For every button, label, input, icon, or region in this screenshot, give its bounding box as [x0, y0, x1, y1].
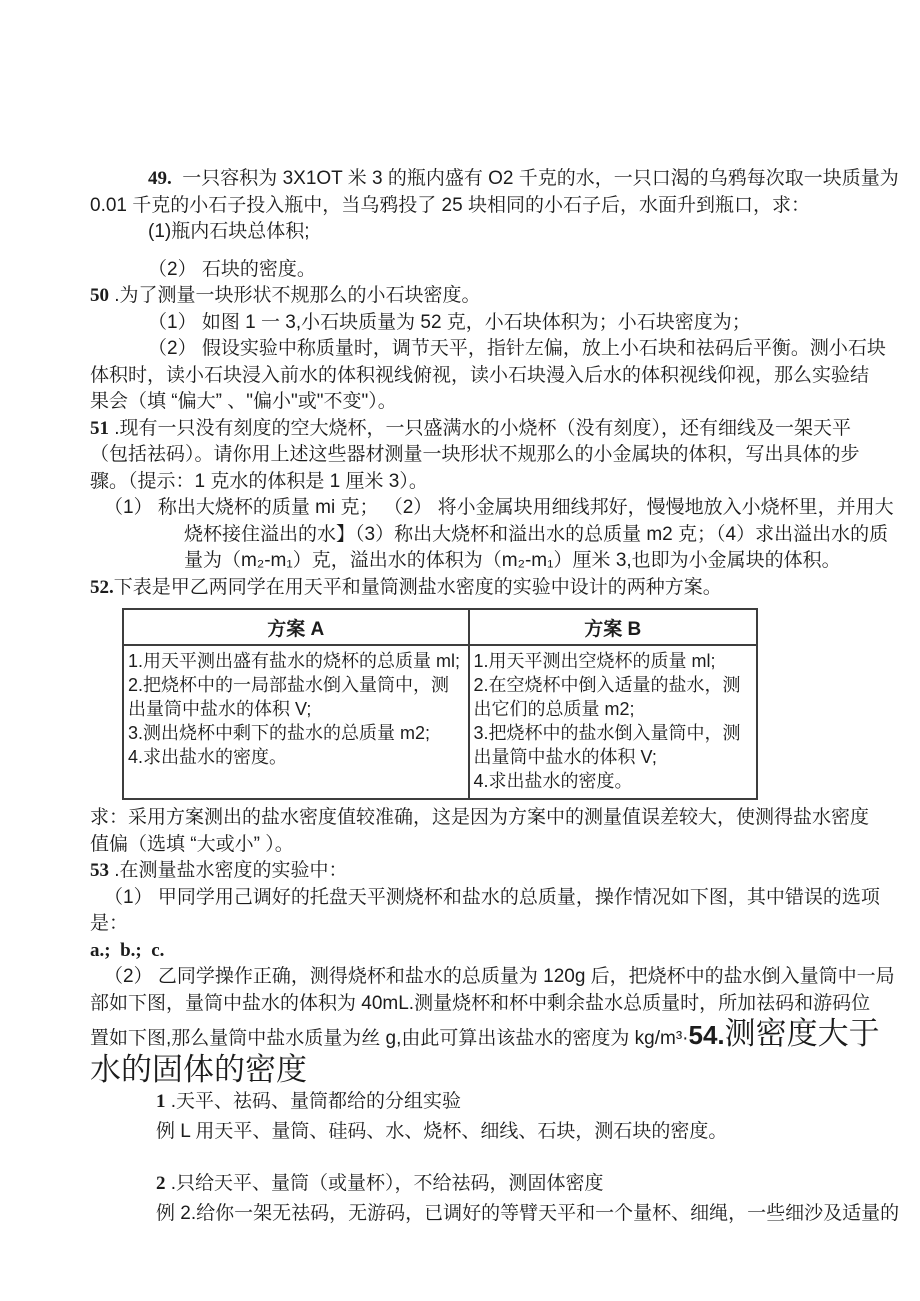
- q53-part-1-line-1: （1） 甲同学用己调好的托盘天平测烧杯和盐水的总质量，操作情况如下图，其中错误的选项: [104, 886, 880, 908]
- plan-b-step-3: 3.把烧杯中的盐水倒入量筒中，测出量筒中盐水的体积 V;: [473, 723, 741, 767]
- plan-comparison-table: [122, 608, 758, 800]
- document-body: [90, 166, 900, 1229]
- q49-line-1-text: 一只容积为 3X1OT 米 3 的瓶内盛有 O2 千克的水，一只口渴的乌鸦每次取一块质量为: [171, 168, 899, 189]
- section-54: [90, 1087, 900, 1229]
- q51-line-2: （包括祛码）。请你用上述这些器材测量一块形状不规那么的小金属块的体积，写出具体的步: [90, 444, 860, 465]
- plan-a-step-4: 4.求出盐水的密度。: [128, 747, 288, 767]
- q51-step-line-3: 量为（m₂-m₁）克，溢出水的体积为（m₂-m₁）厘米 3,也即为小金属块的体积。: [184, 550, 841, 571]
- q52-number: 52.: [90, 576, 114, 598]
- q52-intro-text: 下表是甲乙两同学在用天平和量筒测盐水密度的实验中设计的两种方案。: [113, 576, 722, 598]
- q50-line-1: [90, 283, 796, 310]
- plan-b-step-2: 2.在空烧杯中倒入适量的盐水，测出它们的总质量 m2;: [473, 675, 741, 719]
- s54-item-1-number: 1: [156, 1090, 166, 1112]
- q51-step-line-2: 烧杯接住溢出的水】（3）称出大烧杯和溢出水的总质量 m2 克；（4）求出溢出水的质: [184, 523, 889, 545]
- q54-heading-part-2: 水的固体的密度: [90, 1051, 307, 1087]
- s54-item-2-number: 2: [156, 1172, 166, 1194]
- q52-intro: [90, 575, 796, 602]
- q53-options-abc: a.; b.; c.: [90, 939, 165, 961]
- table-body-row: [123, 645, 757, 799]
- q50-line-5: 果会（填 “偏大” 、"偏小"或"不变"）。: [90, 391, 397, 412]
- s54-item-2: [90, 1169, 796, 1199]
- q53-part-2-line-1: （2） 乙同学操作正确，测得烧杯和盐水的总质量为 120g 后，把烧杯中的盐水倒入量筒中一局: [104, 966, 895, 987]
- q49-line-2: 0.01 千克的小石子投入瓶中，当乌鸦投了 25 块相同的小石子后，水面升到瓶口，求：: [90, 194, 810, 216]
- q51-step-line-1: （1） 称出大烧杯的质量 mi 克； （2） 将小金属块用细线邦好，慢慢地放入小烧杯里，并用大: [104, 497, 894, 518]
- q50-number: 50: [90, 285, 109, 306]
- q53-part-1-line-2: 是：: [90, 913, 129, 934]
- q50-part-1: （1） 如图 1 一 3,小石块质量为 52 克，小石块体积为；小石块密度为；: [148, 311, 751, 333]
- table-header-row: [123, 609, 757, 645]
- s54-item-1-text: .天平、祛码、量筒都给的分组实验: [165, 1090, 462, 1112]
- q52-question-line-1: 求：采用方案测出的盐水密度值较准确，这是因为方案中的测量值误差较大，使测得盐水密度: [90, 807, 870, 828]
- q50-part-2: （2） 假设实验中称质量时，调节天平，指针左偏，放上小石块和祛码后平衡。测小石块: [148, 338, 886, 359]
- q50-line-1-text: .为了测量一块形状不规那么的小石块密度。: [109, 285, 481, 306]
- plan-a-step-1: 1.用天平测出盛有盐水的烧杯的总质量 ml;: [128, 651, 461, 671]
- plan-b-step-4: 4.求出盐水的密度。: [473, 771, 633, 791]
- plan-a-header: 方案 A: [123, 609, 469, 645]
- q53-part-2-line-3-text: 置如下图,那么量筒中盐水质量为丝 g,由此可算出该盐水的密度为 kg/m³·: [90, 1028, 689, 1049]
- q49-number: 49.: [148, 168, 172, 189]
- q54-heading-part-1: 测密度大于: [724, 1016, 880, 1051]
- q50-line-4: 体积时，读小石块浸入前水的体积视线俯视，读小石块漫入后水的体积视线仰视，那么实验结: [90, 364, 870, 386]
- q49-line-1: [90, 166, 899, 193]
- s54-example-1: 例 L 用天平、量筒、硅码、水、烧杯、细线、石块，测石块的密度。: [156, 1120, 728, 1142]
- q51-line-1-text: .现有一只没有刻度的空大烧杯，一只盛满水的小烧杯（没有刻度），还有细线及一架天平: [109, 417, 852, 439]
- q53-part-2-line-2: 部如下图，量筒中盐水的体积为 40mL.测量烧杯和杯中剩余盐水总质量时，所加祛码和游码位: [90, 992, 871, 1014]
- s54-example-2: 例 2.给你一架无祛码，无游码，已调好的等臂天平和一个量杯、细绳，一些细沙及适量的: [156, 1202, 900, 1224]
- plan-a-cell: [123, 645, 469, 799]
- q53-part-2-line-3: [90, 1016, 880, 1053]
- plan-a-step-3: 3.测出烧杯中剩下的盐水的总质量 m2;: [128, 723, 431, 743]
- q53-line-1-text: .在测量盐水密度的实验中：: [109, 860, 348, 881]
- q51-number: 51: [90, 417, 109, 439]
- q53-line-1: [90, 858, 796, 885]
- plan-b-cell: [469, 645, 757, 799]
- q49-part-1: (1)瓶内石块总体积;: [148, 221, 310, 242]
- plan-b-header: 方案 B: [469, 609, 757, 645]
- s54-item-2-text: .只给天平、量筒（或量杯），不给祛码，测固体密度: [165, 1172, 604, 1194]
- plan-b-step-1: 1.用天平测出空烧杯的质量 ml;: [473, 651, 716, 671]
- q54-number: 54.: [688, 1020, 725, 1050]
- plan-a-step-2: 2.把烧杯中的一局部盐水倒入量筒中，测出量筒中盐水的体积 V;: [128, 675, 450, 719]
- q51-line-1: [90, 416, 852, 443]
- q52-question-line-2: 值偏（选填 “大或小” ）。: [90, 833, 294, 855]
- q53-number: 53: [90, 860, 109, 881]
- s54-item-1: [90, 1087, 796, 1117]
- q51-line-3: 骤。（提示：1 克水的体积是 1 厘米 3）。: [90, 470, 428, 492]
- q49-part-2: （2） 石块的密度。: [148, 258, 316, 280]
